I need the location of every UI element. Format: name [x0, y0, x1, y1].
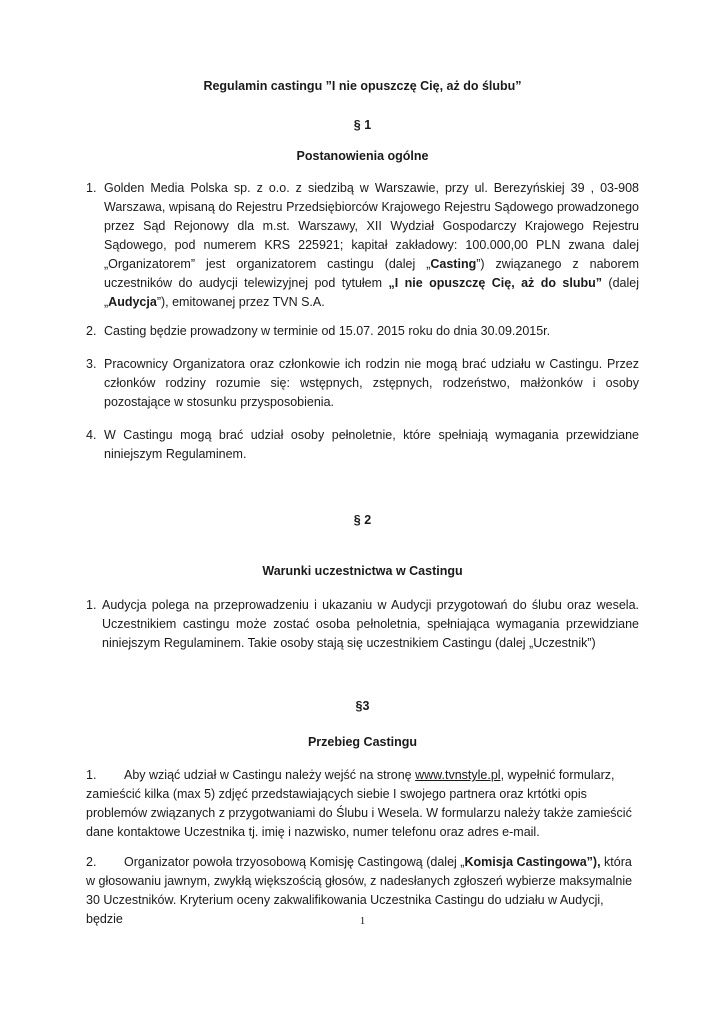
section-2-heading: Warunki uczestnictwa w Castingu [262, 564, 463, 578]
s3-item-2-number: 2. [86, 855, 97, 869]
s1-item-4-text: W Castingu mogą brać udział osoby pełnoletnie, które spełniają wymagania przewidziane niniejszym Regulaminem. [104, 428, 639, 461]
s1-item-3-text: Pracownicy Organizatora oraz członkowie ich rodzin nie mogą brać udziału w Castingu. Przez członków rodziny rozumie się: wstępnych, zstępnych, rodzeństwo, małżonków i osoby pozostające w stosunku przysposobienia. [104, 357, 639, 409]
casting-term: Casting [430, 257, 477, 271]
s1-item-1-text: Golden Media Polska sp. z o.o. z siedzibą w Warszawie, przy ul. Berezyńskiej 39 , 03-908 Warszawa, wpisaną do Rejestru Przedsiębiorców Krajowego Rejestru Sądowego prowadzonego przez Sąd Rejonowy dla m.st. Warszawy, XII Wydział Gospodarczy Krajowego Rejestru Sądowego, pod numerem KRS 225921; kapitał zakładowy: 100.000,00 PLN zwana dalej „Organizatorem” jest organizatorem castingu (dalej „Casting”) związanego z naborem uczestników do audycji telewizyjnej pod tytułem „I nie opuszczę Cię, aż do slubu” (dalej „Audycja”), emitowanej przez TVN S.A. [104, 181, 639, 309]
s2-item-1-number: 1. [86, 598, 97, 612]
s3-item-2-text: Organizator powoła trzyosobową Komisję Castingową (dalej „Komisja Castingowa”), która w głosowaniu jawnym, zwykłą większością głosów, z nadesłanych zgłoszeń wybierze maksymalnie 30 Uczestników. Kryterium oceny zakwalifikowania Uczestnika Castingu do udziału w Audycji, będzie [86, 855, 633, 926]
s3-item-1-number: 1. [86, 768, 97, 782]
section-3-mark: §3 [355, 699, 370, 713]
page-number: 1 [359, 915, 366, 927]
document-title: Regulamin castingu ”I nie opuszczę Cię, aż do ślubu” [203, 79, 522, 93]
section-2-mark: § 2 [353, 513, 372, 527]
tvnstyle-link[interactable]: www.tvnstyle.pl [415, 768, 501, 782]
s1-item-3-number: 3. [86, 357, 97, 371]
s2-item-1-text: Audycja polega na przeprowadzeniu i ukazaniu w Audycji przygotowań do ślubu oraz wesela. Uczestnikiem castingu może zostać osoba pełnoletnia, spełniająca wymagania przewidziane niniejszym Regulaminem. Takie osoby stają się uczestnikiem Castingu (dalej „Uczestnik”) [102, 598, 639, 650]
s1-item-1-number: 1. [86, 181, 97, 195]
s1-item-2-text: Casting będzie prowadzony w terminie od 15.07. 2015 roku do dnia 30.09.2015r. [104, 324, 551, 338]
section-1-mark: § 1 [353, 118, 372, 132]
s1-item-2-number: 2. [86, 324, 97, 338]
komisja-term: Komisja Castingowa”), [464, 855, 601, 869]
section-1-heading: Postanowienia ogólne [296, 149, 429, 163]
audycja-term: Audycja [108, 295, 157, 309]
section-3-heading: Przebieg Castingu [307, 735, 418, 749]
show-title: „I nie opuszczę Cię, aż do slubu” [388, 276, 602, 290]
s3-item-1-text: Aby wziąć udział w Castingu należy wejść na stronę www.tvnstyle.pl, wypełnić formularz, zamieścić kilka (max 5) zdjęć przedstawiających siebie I swojego partnera oraz krtótki opis problemów związanych z przygotwaniami do Ślubu i Wesela. W formularzu należy także zamieścić dane kontaktowe Uczestnika tj. imię i nazwisko, numer telefonu oraz adres e-mail. [86, 768, 632, 839]
s1-item-4-number: 4. [86, 428, 97, 442]
